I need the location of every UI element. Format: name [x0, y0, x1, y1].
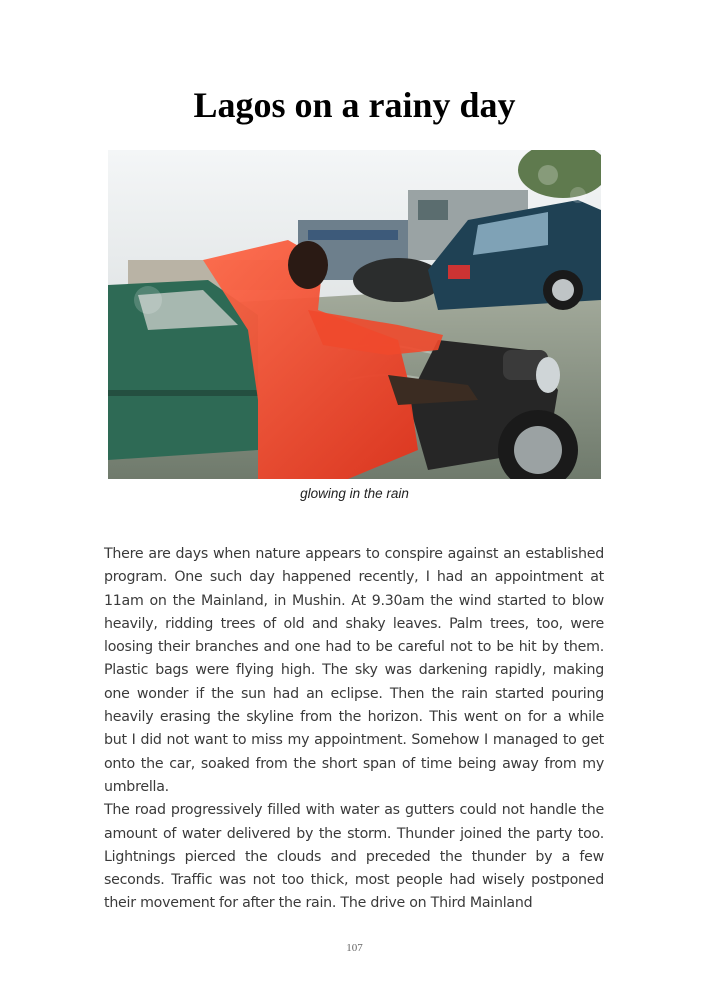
- photo: [108, 150, 601, 479]
- page-number: 107: [346, 942, 363, 954]
- body-text: [104, 543, 604, 916]
- paragraph: There are days when nature appears to conspire against an established program. One such day happened recently, I had an appointment at 11am on the Mainland, in Mushin. At 9.30am the wind started to blow heavily, ridding trees of old and shaky leaves. Palm trees, too, were loosing their branches and one had to be careful not to be hit by them. Plastic bags were flying high. The sky was darkening rapidly, making one wonder if the sun had an eclipse. Then the rain started pouring heavily erasing the skyline from the horizon. This went on for a while but I did not want to miss my appointment. Somehow I managed to get onto the car, soaked from the short span of time being away from my umbrella.: [104, 546, 604, 795]
- rain-scene-illustration: [108, 150, 601, 479]
- paragraph: The road progressively filled with water as gutters could not handle the amount of water delivered by the storm. Thunder joined the party too. Lightnings pierced the clouds and preceded the thunder by a few seconds. Traffic was not too thick, most people had wisely postponed their movement for after the rain. The drive on Third Mainland: [104, 802, 604, 912]
- photo-caption: glowing in the rain: [300, 486, 409, 501]
- page-title: Lagos on a rainy day: [193, 85, 516, 125]
